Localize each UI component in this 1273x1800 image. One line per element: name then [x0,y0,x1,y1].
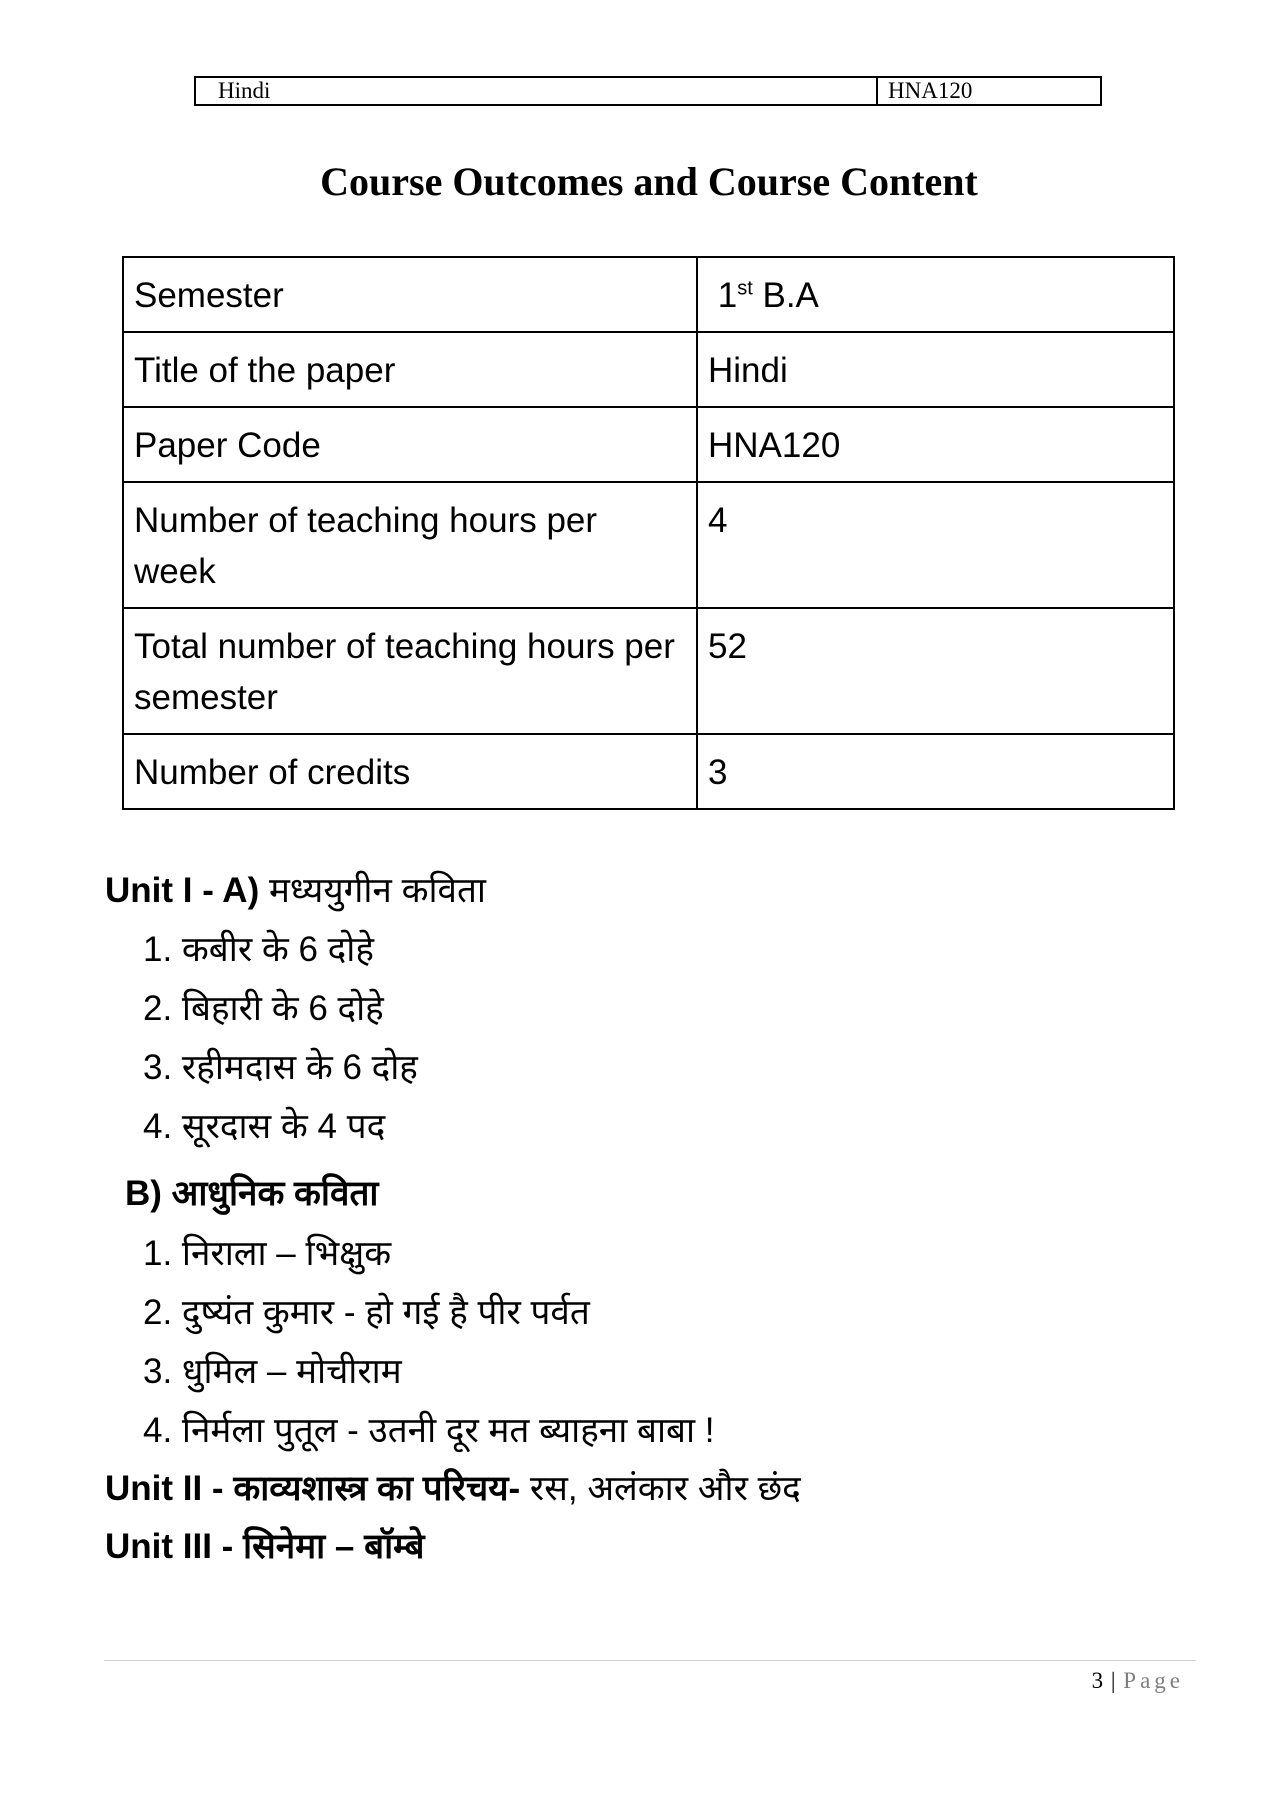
list-item-text: दुष्यंत कुमार - हो गई है पीर पर्वत [181,1293,590,1332]
unit1-title: मध्ययुगीन कविता [268,871,486,910]
list-item: 2. बिहारी के 6 दोहे [143,989,384,1028]
page-number-value: 3 [1091,1668,1105,1693]
course-content [105,862,1255,1576]
list-item: 1. कबीर के 6 दोहे [143,930,374,969]
row-label: Paper Code [123,407,697,482]
unit1-heading [105,862,1255,920]
list-item-text: निराला – भिक्षुक [181,1234,392,1273]
page-separator: | [1110,1668,1117,1693]
header-subject: Hindi [196,78,878,104]
row-value: 4 [697,482,1174,608]
list-item: 3. धुमिल – मोचीराम [143,1352,402,1391]
unit2-heading [105,1460,1255,1518]
unit1-prefix: Unit I - A) [105,871,260,910]
unit3-title: सिनेमा – बॉम्बे [243,1527,425,1566]
list-item-text: बिहारी के 6 दोहे [181,989,384,1028]
list-item: 4. सूरदास के 4 पद [143,1107,386,1146]
list-item-text: सूरदास के 4 पद [181,1107,386,1146]
unit2-title: काव्यशास्त्र का परिचय- [233,1469,521,1508]
list-item: 1. निराला – भिक्षुक [143,1234,392,1273]
page-number [1092,1668,1184,1694]
unit2-topics: रस, अलंकार और छंद [520,1469,801,1508]
semester-number: 1 [717,276,738,315]
row-label: Title of the paper [123,332,697,407]
row-label: Total number of teaching hours per semester [123,608,697,734]
header-box [194,76,1102,106]
unit2-prefix: Unit II - [105,1469,234,1508]
list-item-text: निर्मला पुतूल - उतनी दूर मत ब्याहना बाबा ! [181,1411,715,1450]
row-label: Number of credits [123,734,697,809]
list-item: 2. दुष्यंत कुमार - हो गई है पीर पर्वत [143,1293,590,1332]
table-row [123,734,1174,809]
row-value: Hindi [697,332,1174,407]
unit1-b-list [105,1224,1255,1460]
row-value [697,257,1174,332]
row-value: 52 [697,608,1174,734]
list-item-text: धुमिल – मोचीराम [181,1352,402,1391]
row-label: Number of teaching hours per week [123,482,697,608]
header-code: HNA120 [888,78,973,103]
page-label: Page [1123,1668,1184,1693]
row-value: 3 [697,734,1174,809]
semester-suffix: st [737,277,753,300]
table-row [123,332,1174,407]
row-value: HNA120 [697,407,1174,482]
footer-divider [104,1660,1196,1661]
table-row [123,257,1174,332]
unit1-b-heading: B) आधुनिक कविता [125,1174,379,1213]
table-row [123,608,1174,734]
table-row [123,407,1174,482]
semester-program: B.A [752,276,819,315]
table-row [123,482,1174,608]
list-item-text: कबीर के 6 दोहे [181,930,374,969]
unit3-heading [105,1518,1255,1576]
unit1-a-list [105,920,1255,1156]
list-item: 3. रहीमदास के 6 दोह [143,1048,418,1087]
row-label: Semester [123,257,697,332]
list-item: 4. निर्मला पुतूल - उतनी दूर मत ब्याहना बाबा ! [143,1411,715,1450]
page-title: Course Outcomes and Course Content [320,159,978,204]
list-item-text: रहीमदास के 6 दोह [181,1048,418,1087]
course-info-table [122,256,1175,810]
unit3-prefix: Unit III - [105,1527,244,1566]
